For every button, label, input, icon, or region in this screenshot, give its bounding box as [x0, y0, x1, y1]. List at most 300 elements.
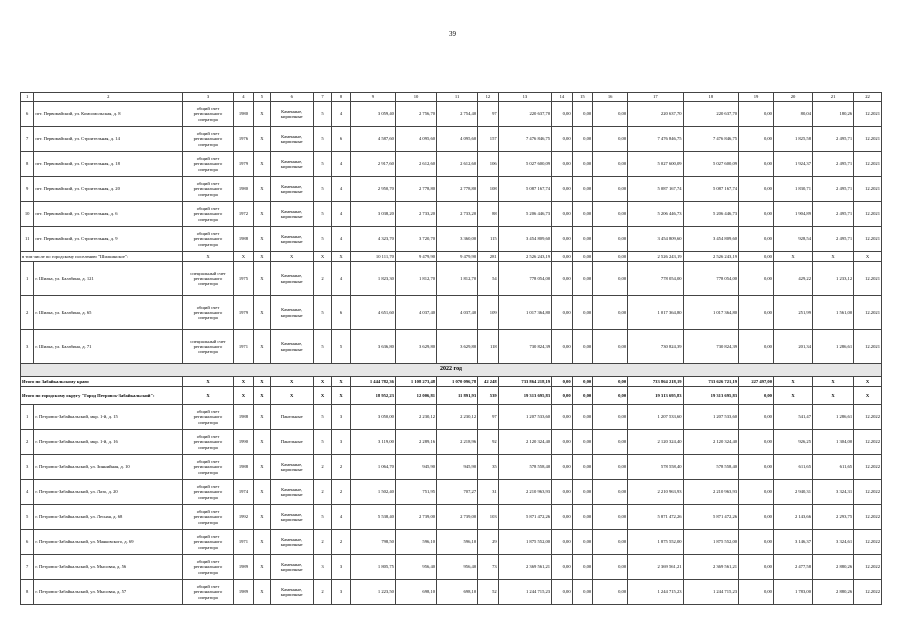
table-cell: 2 210 963,93 — [498, 480, 551, 505]
table-cell: 778 054,00 — [498, 262, 551, 296]
table-cell: общий счет регионального оператора — [183, 127, 233, 152]
table-cell: 1 875 552,00 — [498, 530, 551, 555]
table-cell: 12.2021 — [854, 127, 882, 152]
table-cell: 12.2022 — [854, 430, 882, 455]
table-cell: 8 — [21, 152, 34, 177]
table-cell: специальный счет регионального оператора — [183, 330, 233, 364]
table-cell: общий счет регионального оператора — [183, 152, 233, 177]
table-cell: 3 720,70 — [395, 227, 436, 252]
table-cell: 92 — [478, 430, 499, 455]
table-cell: 2 — [332, 480, 350, 505]
table-cell: 0,00 — [593, 127, 628, 152]
year-label: 2022 год — [21, 364, 882, 377]
table-cell: 1 064,70 — [350, 455, 395, 480]
table-cell: 1988 — [233, 227, 254, 252]
table-cell: пгт. Первомайский, ул. Строительная, д. 9 — [34, 227, 183, 252]
table-cell: 2 612,60 — [437, 152, 478, 177]
table-cell: 0,00 — [593, 296, 628, 330]
summary-cell: Х — [270, 377, 313, 387]
table-cell: 3 146,37 — [773, 530, 812, 555]
table-cell: 778 054,00 — [628, 262, 683, 296]
table-cell: 5 538,40 — [350, 505, 395, 530]
table-cell: г. Петровск-Забайкальский, ул. Мысовая, д. 57 — [34, 580, 183, 605]
table-cell: Каменные, кирпичные — [270, 455, 313, 480]
table-cell: 0,00 — [739, 227, 774, 252]
summary-cell: Х — [854, 387, 882, 405]
summary-cell: 1 444 782,36 — [350, 377, 395, 387]
table-cell: 3 324,31 — [813, 480, 854, 505]
column-number: 22 — [854, 93, 882, 102]
column-number: 21 — [813, 93, 854, 102]
table-cell: 2 739,00 — [395, 505, 436, 530]
table-cell: 2 754,40 — [437, 102, 478, 127]
table-cell: 1990 — [233, 430, 254, 455]
table-cell: 928,54 — [773, 227, 812, 252]
table-cell: 4 037,40 — [437, 296, 478, 330]
table-cell: 0,00 — [572, 430, 593, 455]
table-cell: 12.2021 — [854, 262, 882, 296]
table-cell: 1 286,61 — [813, 405, 854, 430]
table-cell: 9 — [21, 177, 34, 202]
table-cell: общий счет регионального оператора — [183, 530, 233, 555]
table-cell: 251,99 — [773, 296, 812, 330]
table-cell: 4 — [332, 505, 350, 530]
table-cell: Х — [254, 227, 270, 252]
table-cell: 4 587,60 — [350, 127, 395, 152]
table-cell: 220 637,70 — [498, 102, 551, 127]
table-cell: 0,00 — [739, 505, 774, 530]
summary-cell: 0,00 — [593, 252, 628, 262]
table-cell: 956,40 — [437, 555, 478, 580]
table-cell: г. Петровск-Забайкальский, мкр. 1-й, д. 15 — [34, 405, 183, 430]
column-number: 11 — [437, 93, 478, 102]
table-cell: 0,00 — [572, 127, 593, 152]
summary-cell: Х — [854, 252, 882, 262]
table-cell: 5 027 600,09 — [628, 152, 683, 177]
table-cell: 3 629,80 — [395, 330, 436, 364]
table-cell: 2 733,20 — [395, 202, 436, 227]
table-cell: 4 — [332, 102, 350, 127]
table-cell: 0,00 — [572, 296, 593, 330]
table-cell: 0,00 — [739, 555, 774, 580]
summary-cell: 42 248 — [478, 377, 499, 387]
table-cell: 73 — [478, 555, 499, 580]
summary-cell: 12 006,81 — [395, 387, 436, 405]
table-cell: 2 733,20 — [437, 202, 478, 227]
table-cell: 88 — [478, 202, 499, 227]
table-cell: 0,00 — [552, 330, 573, 364]
table-cell: пгт. Первомайский, ул. Строительная, д. 18 — [34, 152, 183, 177]
table-cell: 1 830,71 — [773, 177, 812, 202]
column-number: 2 — [34, 93, 183, 102]
table-cell: 1 017 364,80 — [628, 296, 683, 330]
summary-cell: 2 526 243,19 — [683, 252, 738, 262]
summary-cell: Х — [183, 387, 233, 405]
table-cell: 1 805,75 — [350, 555, 395, 580]
summary-cell: 9 479,90 — [395, 252, 436, 262]
table-cell: 1 017 364,80 — [498, 296, 551, 330]
table-cell: специальный счет регионального оператора — [183, 262, 233, 296]
summary-cell: Х — [233, 377, 254, 387]
table-cell: 1971 — [233, 330, 254, 364]
table-cell: Каменные, кирпичные — [270, 177, 313, 202]
table-cell: 0,00 — [552, 102, 573, 127]
table-cell: 2 — [332, 530, 350, 555]
table-cell: 4 037,40 — [395, 296, 436, 330]
summary-cell: Х — [313, 377, 331, 387]
table-cell: 5 087 167,74 — [628, 177, 683, 202]
table-cell: 2 289,16 — [395, 430, 436, 455]
table-cell: 12.2021 — [854, 296, 882, 330]
table-cell: 12.2022 — [854, 455, 882, 480]
table-cell: 4 — [332, 152, 350, 177]
table-cell: 5 — [313, 330, 331, 364]
table-row — [21, 127, 882, 152]
table-cell: 52 — [478, 580, 499, 605]
table-cell: 0,00 — [572, 555, 593, 580]
table-cell: Х — [254, 455, 270, 480]
table-cell: г. Петровск-Забайкальский, ул. Лазо, д. 20 — [34, 480, 183, 505]
summary-cell: 19 313 695,83 — [498, 387, 551, 405]
table-cell: 2 — [21, 296, 34, 330]
summary-cell: 227 497,00 — [739, 377, 774, 387]
table-cell: 0,00 — [552, 152, 573, 177]
table-cell: общий счет регионального оператора — [183, 102, 233, 127]
table-cell: 730 824,39 — [498, 330, 551, 364]
table-cell: 2 495,71 — [813, 177, 854, 202]
summary-cell: 0,00 — [572, 377, 593, 387]
summary-cell: 0,00 — [552, 387, 573, 405]
column-number: 4 — [233, 93, 254, 102]
table-cell: Каменные, кирпичные — [270, 262, 313, 296]
table-cell: 5 — [313, 296, 331, 330]
table-cell: Каменные, кирпичные — [270, 505, 313, 530]
table-cell: 2 880,26 — [813, 555, 854, 580]
table-cell: 0,00 — [593, 177, 628, 202]
table-cell: 2 293,75 — [813, 505, 854, 530]
summary-cell: 1 070 096,78 — [437, 377, 478, 387]
table-row — [21, 405, 882, 430]
table-cell: 1 783,00 — [773, 580, 812, 605]
summary-row — [21, 387, 882, 405]
table-row — [21, 227, 882, 252]
table-cell: 157 — [478, 127, 499, 152]
table-cell: 0,00 — [739, 330, 774, 364]
table-cell: 12.2021 — [854, 227, 882, 252]
table-cell: 6 — [332, 127, 350, 152]
table-cell: 0,00 — [572, 530, 593, 555]
table-cell: 2 218,96 — [437, 430, 478, 455]
table-cell: 1 286,61 — [813, 330, 854, 364]
column-number: 18 — [683, 93, 738, 102]
table-cell: 0,00 — [552, 405, 573, 430]
table-cell: 1 207 533,60 — [683, 405, 738, 430]
table-cell: 3 629,80 — [437, 330, 478, 364]
table-cell: общий счет регионального оператора — [183, 555, 233, 580]
table-cell: 3 — [21, 330, 34, 364]
summary-cell: Х — [773, 252, 812, 262]
table-cell: 3 454 809,60 — [683, 227, 738, 252]
table-cell: 35 — [478, 455, 499, 480]
table-cell: 596,10 — [395, 530, 436, 555]
table-cell: 29 — [478, 530, 499, 555]
table-cell: 220 637,70 — [683, 102, 738, 127]
summary-label: Итого по Забайкальскому краю: — [21, 377, 183, 387]
table-cell: г. Петровск-Забайкальский, ул. Маяковского, д. 69 — [34, 530, 183, 555]
page-number: 39 — [449, 30, 456, 38]
summary-cell: 0,00 — [572, 387, 593, 405]
table-cell: 115 — [478, 227, 499, 252]
table-cell: 5 — [313, 177, 331, 202]
table-cell: 578 558,40 — [683, 455, 738, 480]
table-cell: 1 244 715,23 — [683, 580, 738, 605]
table-row — [21, 102, 882, 127]
table-cell: 1 502,40 — [350, 480, 395, 505]
table-cell: 0,00 — [552, 580, 573, 605]
table-cell: 0,00 — [593, 405, 628, 430]
table-row — [21, 455, 882, 480]
table-cell: Х — [254, 330, 270, 364]
table-cell: 5 871 472,26 — [498, 505, 551, 530]
table-cell: 0,00 — [739, 480, 774, 505]
table-cell: 1974 — [233, 480, 254, 505]
table-cell: 2 369 561,21 — [498, 555, 551, 580]
table-cell: 7 — [21, 555, 34, 580]
table-cell: 12.2021 — [854, 330, 882, 364]
table-cell: 106 — [478, 152, 499, 177]
table-cell: 12.2021 — [854, 177, 882, 202]
table-cell: 0,00 — [593, 530, 628, 555]
table-cell: 3 454 809,60 — [628, 227, 683, 252]
table-cell: 5 087 167,74 — [498, 177, 551, 202]
table-cell: 4 — [332, 202, 350, 227]
column-number: 14 — [552, 93, 573, 102]
table-cell: 0,00 — [572, 102, 593, 127]
summary-cell: 0,00 — [552, 377, 573, 387]
table-cell: 0,00 — [593, 480, 628, 505]
summary-cell: Х — [233, 387, 254, 405]
table-cell: 0,00 — [572, 227, 593, 252]
table-cell: общий счет регионального оператора — [183, 202, 233, 227]
table-cell: 0,00 — [572, 330, 593, 364]
summary-cell: 18 952,23 — [350, 387, 395, 405]
table-cell: 2 — [313, 455, 331, 480]
table-cell: г. Шилка, ул. Балабина, д. 71 — [34, 330, 183, 364]
table-cell: 3 — [332, 430, 350, 455]
table-cell: 596,10 — [437, 530, 478, 555]
table-cell: 3 050,00 — [350, 405, 395, 430]
table-cell: 0,00 — [572, 480, 593, 505]
table-cell: 2 — [313, 480, 331, 505]
table-cell: 926,25 — [773, 430, 812, 455]
table-cell: Х — [254, 480, 270, 505]
summary-label: в том числе по городскому поселению "Шилкинское": — [21, 252, 183, 262]
table-cell: 3 — [313, 555, 331, 580]
table-cell: Каменные, кирпичные — [270, 580, 313, 605]
table-cell: 6 — [332, 296, 350, 330]
table-cell: г. Шилка, ул. Балабина, д. 65 — [34, 296, 183, 330]
table-cell: 0,00 — [593, 330, 628, 364]
table-cell: 220 637,70 — [628, 102, 683, 127]
table-cell: 1979 — [233, 296, 254, 330]
table-cell: 3 038,20 — [350, 202, 395, 227]
column-number: 16 — [593, 93, 628, 102]
summary-cell: Х — [254, 377, 270, 387]
summary-cell: 281 — [478, 252, 499, 262]
table-cell: 80,04 — [773, 102, 812, 127]
summary-cell: 0,00 — [593, 387, 628, 405]
summary-cell: Х — [270, 387, 313, 405]
table-cell: 1 207 533,60 — [628, 405, 683, 430]
table-cell: 2 — [21, 430, 34, 455]
table-cell: 2 — [313, 262, 331, 296]
column-number: 8 — [332, 93, 350, 102]
table-cell: 2 940,31 — [773, 480, 812, 505]
table-cell: 12.2021 — [854, 102, 882, 127]
table-cell: 31 — [478, 480, 499, 505]
summary-cell: Х — [270, 252, 313, 262]
table-cell: 0,00 — [739, 430, 774, 455]
table-cell: 0,00 — [572, 405, 593, 430]
table-cell: пгт. Первомайский, ул. Строительная, д. 14 — [34, 127, 183, 152]
table-cell: 1 812,70 — [437, 262, 478, 296]
summary-cell: 9 479,90 — [437, 252, 478, 262]
table-cell: 5 — [313, 405, 331, 430]
table-cell: 5 206 446,73 — [498, 202, 551, 227]
table-cell: 0,00 — [572, 262, 593, 296]
summary-cell: Х — [332, 387, 350, 405]
table-cell: 1 223,50 — [350, 580, 395, 605]
table-cell: 2 880,26 — [813, 580, 854, 605]
table-cell: 1979 — [233, 152, 254, 177]
table-row — [21, 555, 882, 580]
table-cell: 611,65 — [813, 455, 854, 480]
table-cell: 2 369 561,21 — [683, 555, 738, 580]
table-cell: 97 — [478, 102, 499, 127]
summary-cell: Х — [813, 387, 854, 405]
table-cell: 0,00 — [572, 202, 593, 227]
summary-cell: 0,00 — [739, 252, 774, 262]
table-cell: 0,00 — [552, 227, 573, 252]
table-cell: 1 017 364,80 — [683, 296, 738, 330]
table-cell: 180,26 — [813, 102, 854, 127]
table-cell: 201,34 — [773, 330, 812, 364]
table-cell: 0,00 — [552, 430, 573, 455]
table-cell: 0,00 — [739, 405, 774, 430]
table-cell: 2 778,80 — [395, 177, 436, 202]
table-cell: 2 495,71 — [813, 202, 854, 227]
table-cell: 5 027 600,09 — [498, 152, 551, 177]
table-cell: 1976 — [233, 127, 254, 152]
summary-cell: 0,00 — [552, 252, 573, 262]
table-cell: Каменные, кирпичные — [270, 102, 313, 127]
summary-cell: 539 — [478, 387, 499, 405]
table-cell: 2 143,66 — [773, 505, 812, 530]
table-cell: 12.2022 — [854, 580, 882, 605]
table-cell: 4 651,60 — [350, 296, 395, 330]
table-cell: Х — [254, 152, 270, 177]
table-cell: 2 — [313, 580, 331, 605]
summary-cell: 19 313 695,83 — [683, 387, 738, 405]
table-cell: общий счет регионального оператора — [183, 455, 233, 480]
table-cell: 5 — [313, 505, 331, 530]
table-cell: 2 495,71 — [813, 127, 854, 152]
table-cell: 2 612,60 — [395, 152, 436, 177]
table-cell: 5 — [313, 202, 331, 227]
table-row — [21, 330, 882, 364]
table-cell: Панельные — [270, 405, 313, 430]
summary-cell: 10 111,70 — [350, 252, 395, 262]
table-cell: 1 — [21, 262, 34, 296]
table-cell: 4 095,60 — [437, 127, 478, 152]
table-cell: 0,00 — [739, 455, 774, 480]
table-cell: Х — [254, 296, 270, 330]
table-cell: 1 561,00 — [813, 296, 854, 330]
table-row — [21, 430, 882, 455]
summary-cell: Х — [254, 252, 270, 262]
table-cell: 798,50 — [350, 530, 395, 555]
column-number: 1 — [21, 93, 34, 102]
table-cell: Х — [254, 127, 270, 152]
table-cell: 1975 — [233, 262, 254, 296]
table-cell: 2 120 324,40 — [498, 430, 551, 455]
table-cell: 5 206 446,73 — [683, 202, 738, 227]
table-cell: 12.2022 — [854, 505, 882, 530]
table-cell: 3 324,61 — [813, 530, 854, 555]
table-cell: 12.2022 — [854, 555, 882, 580]
table-cell: 945,90 — [437, 455, 478, 480]
summary-cell: Х — [254, 387, 270, 405]
summary-cell: 1 108 273,48 — [395, 377, 436, 387]
table-cell: г. Петровск-Забайкальский, ул. Лесная, д. 68 — [34, 505, 183, 530]
table-cell: 12.2022 — [854, 405, 882, 430]
table-cell: 0,00 — [593, 555, 628, 580]
table-cell: 0,00 — [552, 202, 573, 227]
table-cell: 2 495,71 — [813, 227, 854, 252]
table-cell: 1 875 552,00 — [683, 530, 738, 555]
column-number: 17 — [628, 93, 683, 102]
table-cell: 4 — [332, 262, 350, 296]
table-cell: 0,00 — [572, 505, 593, 530]
column-number: 3 — [183, 93, 233, 102]
table-cell: Каменные, кирпичные — [270, 127, 313, 152]
table-cell: 730 824,39 — [628, 330, 683, 364]
summary-cell: Х — [813, 377, 854, 387]
table-cell: 3 — [332, 580, 350, 605]
table-cell: 1989 — [233, 580, 254, 605]
table-cell: 8 — [21, 580, 34, 605]
summary-cell: Х — [332, 377, 350, 387]
table-cell: 3 360,00 — [437, 227, 478, 252]
summary-cell: Х — [773, 387, 812, 405]
table-cell: 108 — [478, 177, 499, 202]
summary-cell: 11 891,93 — [437, 387, 478, 405]
table-cell: 0,00 — [739, 102, 774, 127]
table-cell: 429,22 — [773, 262, 812, 296]
table-cell: Х — [254, 555, 270, 580]
table-cell: 7 476 846,75 — [683, 127, 738, 152]
table-cell: Х — [254, 405, 270, 430]
summary-cell: Х — [854, 377, 882, 387]
table-cell: 0,00 — [552, 455, 573, 480]
table-cell: г. Петровск-Забайкальский, ул. Мысовая, д. 56 — [34, 555, 183, 580]
table-cell: Х — [254, 202, 270, 227]
table-cell: 1 823,30 — [350, 262, 395, 296]
summary-cell: Х — [313, 387, 331, 405]
table-cell: 0,00 — [739, 296, 774, 330]
column-number: 20 — [773, 93, 812, 102]
table-cell: 4 095,60 — [395, 127, 436, 152]
